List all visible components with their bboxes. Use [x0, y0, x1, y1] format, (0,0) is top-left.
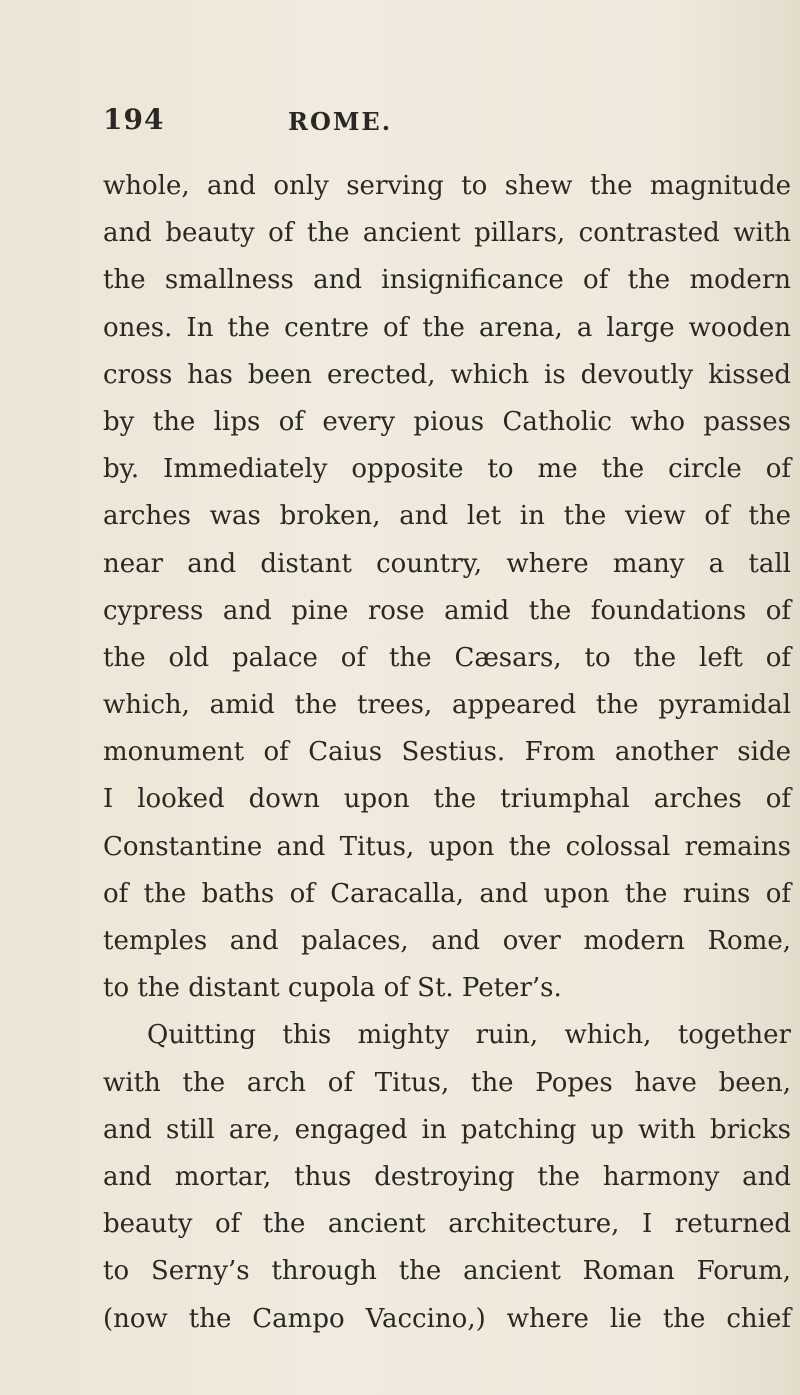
- running-head: ROME.: [288, 107, 393, 136]
- text-line: to the distant cupola of St. Peter’s.: [103, 973, 562, 1004]
- text-line: ones. In the centre of the arena, a large wooden: [103, 312, 791, 343]
- text-line: monument of Caius Sestius. From another side: [103, 737, 791, 768]
- text-line: cypress and pine rose amid the foundations of: [103, 595, 791, 626]
- page-header: [103, 100, 743, 140]
- text-line: whole, and only serving to shew the magnitude: [103, 171, 791, 201]
- text-line: with the arch of Titus, the Popes have been,: [103, 1067, 791, 1098]
- body-text: [103, 163, 791, 1343]
- text-line: I looked down upon the triumphal arches of: [103, 784, 791, 815]
- text-line: of the baths of Caracalla, and upon the ruins of: [103, 878, 791, 909]
- text-line: near and distant country, where many a tall: [103, 548, 791, 579]
- text-line: by the lips of every pious Catholic who passes: [103, 406, 791, 437]
- text-line: temples and palaces, and over modern Rome,: [103, 926, 791, 956]
- text-line: Constantine and Titus, upon the colossal remains: [103, 831, 791, 862]
- text-line: the smallness and insignificance of the modern: [103, 265, 791, 296]
- text-line: (now the Campo Vaccino,) where lie the chief: [103, 1303, 791, 1334]
- text-line: arches was broken, and let in the view of the: [103, 501, 791, 532]
- text-line: and still are, engaged in patching up with bricks: [103, 1114, 791, 1145]
- text-line: the old palace of the Cæsars, to the left of: [103, 642, 791, 673]
- text-line: and beauty of the ancient pillars, contrasted with: [103, 218, 791, 249]
- page-number: 194: [103, 103, 165, 136]
- text-line: to Serny’s through the ancient Roman Forum,: [103, 1256, 791, 1287]
- text-line: Quitting this mighty ruin, which, together: [147, 1020, 791, 1051]
- text-line: cross has been erected, which is devoutly kissed: [103, 359, 791, 390]
- text-line: beauty of the ancient architecture, I returned: [103, 1209, 791, 1240]
- text-line: and mortar, thus destroying the harmony and: [103, 1161, 791, 1192]
- text-line: which, amid the trees, appeared the pyramidal: [103, 690, 791, 721]
- text-line: by. Immediately opposite to me the circle of: [103, 454, 791, 485]
